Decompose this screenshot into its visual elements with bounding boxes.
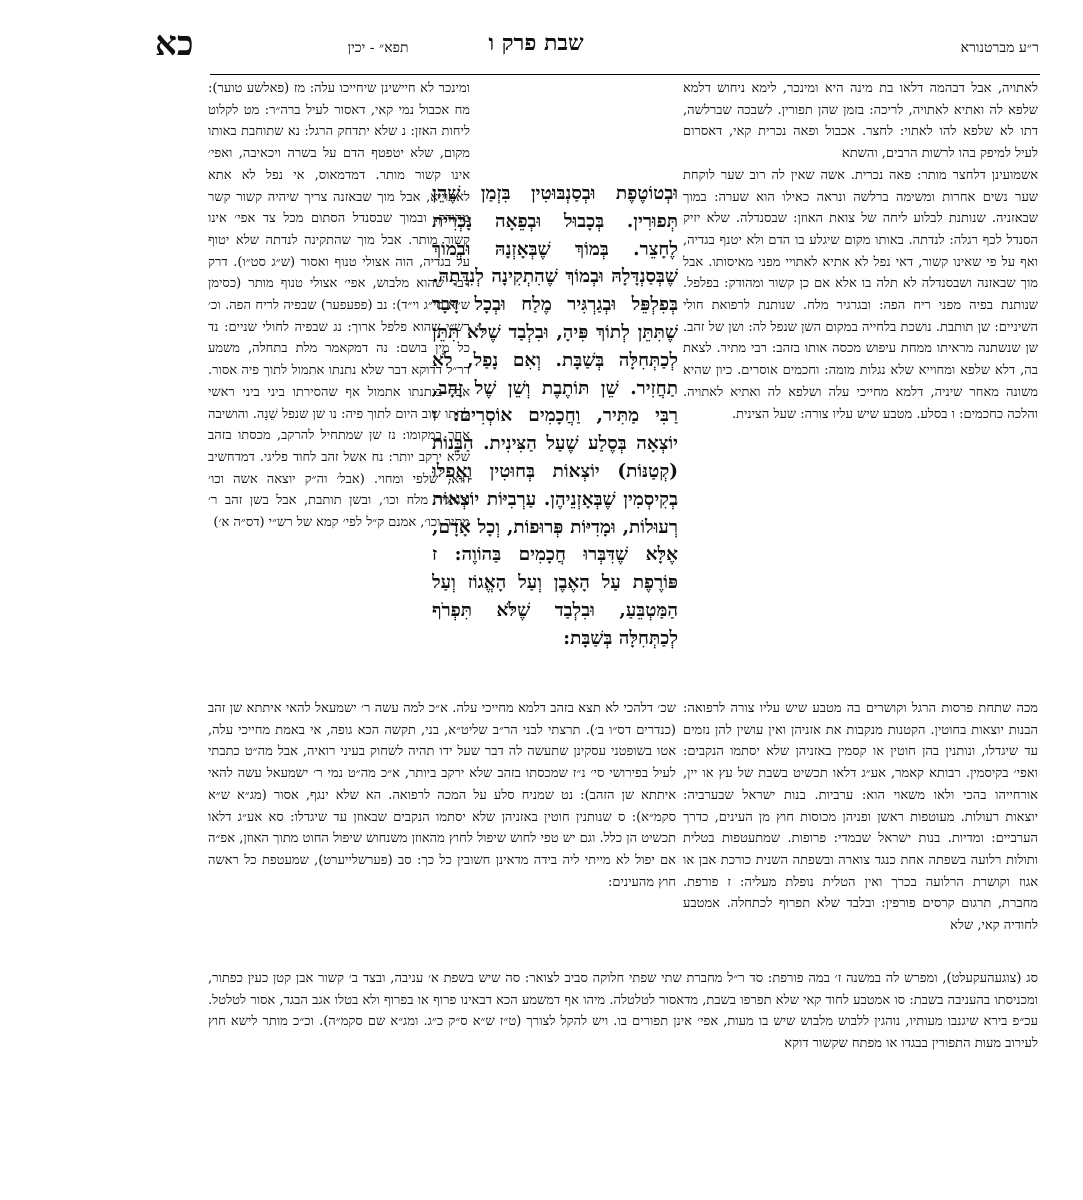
yachin-side-text: ומינכר לא חיישינן שיחייכו עלה: מז (פאלשע טוער): מח אכבול נמי קאי, דאסור לעיל ברה״ר: מט לקלוט ליחות האזן: נ שלא יתדחק הרגל: נא שתוחבת באותו מקום, שלא יטפטף הדם על בשרה ויכאיבה, ואפי׳ אינו קשור מותר. דמדמאוס, אי נפל לא אתא לאתוייא, אבל מוך שבאזנה צריך שיהיה קשור קשר מהודק. ובמוך שבסנדל הסתום מכל צד אפי׳ אינו קשור מותר. אבל מוך שהתקינה לנדתה שלא יטוף על בגדיה, הוה אצולי טנוף ואסור (ש״ג סט״ו). דרק דבר שהוא מלבוש, אפי׳ אצולי טנוף מותר (כסימן ש״א סי״ג וי״ד): נב (פפעפער) שבפיה לריח הפה. וכ׳ רש״י שהוא פלפל ארוך: נג שבפיה לחולי שניים: נד כל מין בושם: נה דמקאמר מלת בתחלה, משמע דר״ל דדוקא דבר שלא נתנתו אתמול לתוך פיה אסור. אבל בנתנתו אתמול אף שהסירתו ביני ביני ראשי לחתו שוב היום לתוך פיה: נו שן שנפל שֵׁנָה. והושיבה אחר במקומו: נז שן שמתחיל להרקב, מכסתו בזהב שלא ירקב יותר: נח אשל זהב לחוד פליגי. דמדחשיב הוא, שלפי ומחוי. (אבל׳ וה״ק יוצאה אשה וכו׳ ובגרגיר מלח וכו׳, ובשן תותבת, אבל בשן זהב ר׳ מתיר וכו׳, אמנם ק״ל לפי׳ קמא של רש״י (דס״ה א׳) [208,81,470,531]
running-header-commentary: ר״ע מברטנורא [960,40,1039,56]
header-rule [210,74,1040,75]
yachin-bottom-text: שכ׳ דלהכי לא תצא בזהב דלמא מחייכי עלה. א״כ למה עשה ר׳ ישמעאל להאי איתתא שן זהב (כנדרים דס״ו ב׳). תרצתי לבני הר״ב שליט״א, בני, תקשה הכא גופה, אי באמת מחייכי עלה, אטו בשופטני עסקינן שתעשה לה דבר שעל ידו תהיה לשחוק בעיני רואיה, אבל מה״ט כתבתי לעיל בפירושי סי׳ נ״ז שמכסתו בזהב שלא ירקב ביותר, א״כ מה״ט נמי ר׳ ישמעאל עשה להאי איתתא שן הזהב): נט שמניח סלע על המכה לרפואה. הא שלא ינגף, אסור (מג״א ש״א סקמ״א): ס שנותנין חוטין באזניהן שלא יסתמו הנקבים שבאוזן עד שיגדלו: סא אע״ג דלאו תכשיט הן כלל. וגם יש טפי לחוש שיפול לחוץ מהאוזן משנחוש שיפול החוט מתוך האוזן, אפ״ה אם יפול לא מייתי ליה בידה מדאינן חשובין כל כך: סב (פערשלייערט), שמעטפת כל ראשה חוץ מהעינים: [208,701,676,890]
bartenura-bottom-text: מכה שתחת פרסות הרגל וקושרים בה מטבע שיש עליו צורה לרפואה: הבנות יוצאות בחוטין. הקטנות מנקבות את אזניהן ואין עושין להן נזמים עד שיגדלו, ונותנין בהן חוטין או קסמין באזניהן שלא יסתמו הנקבים: ואפי׳ בקיסמין. רבותא קאמר, אע״ג דלאו תכשיט בשבת של עץ או יין, אורחייהו בהכי ולאו משאוי הוא: ערביות. בנות ישראל שבערביה: יוצאות רעולות. מעוטפות ראשן ופניהן מכוסות חוץ מן העינים, כדרך הערביים: ומדיות. בנות ישראל שבמדי: פרופות. שמתעטפות בטלית ותולות רלועה בשפתה אחת כנגד צוארה ובשפתה השנית כורכת אבן או אגוז וקושרת הרלועה בכרך ואין הטלית נופלת מעליה: ז פורפת. מחברת, תרגום קרסים פורפין: ובלבד שלא תפרוף לכתחלה. אמטבע לחודיה קאי, שלא [683,701,1038,934]
running-header-title: שבת פרק ו [488,30,584,56]
bartenura-bottom-block [683,698,1038,963]
running-header-yachin: תפא״ - יכין [347,40,409,56]
yachin-commentary-column [208,78,470,698]
bartenura-commentary-column [683,78,1038,698]
bartenura-top-text: לאתויה, אבל דבהמה דלאו בת מינה היא ומינכר, לימא ניחוש דלמא שלפא לה ואתיא לאתויה, לריכה: בזמן שהן תפורין. לשבכה שברלשה, דתו לא שלפא להו לאתוי: לחצר. אכבול ופאה נכרית קאי, דאסרום לעיל למיפק בהו לרשות הרבים, והשתא [683,81,1038,162]
yachin-bottom-block [208,698,676,963]
footnotes-block [208,968,1038,1118]
bartenura-side-text: אשמועינן דלחצר מותר: פאה נכרית. אשה שאין לה רוב שער לוקחת שער נשים אחרות ומשימה ברלשה ונראה כאילו הוא שערה: במוך שבאזניה. שנותנת לבלוע ליחה של צואת האוזן: שבסנדלה. שלא יזיק הסנדל לכף רגלה: לנדתה. באותו מקום שיגלע בו הדם ולא יטנף בגדיה, ואף על פי שאינו קשור, דאי נפל לא אתיא לאתויי מפני מאיסותו. אבל מוך שבאזנה ושבסנדלה לא תלה בו אלא אם כן קשור ומהודק: בפלפל. שנותנת בפיה מפני ריח הפה: ובגרגיר מלח. שנותנת לרפואת חולי השיניים: שן תותבת. נושכת בלחייה במקום השן שנפל לה: ושן של זהב. שן שנשתנה מראיתו ממחת עיפוש מכסה אותו בזהב: רבי מתיר. לצאת בה, דלא שלפא ומחוייא שלא נגלות מומה: וחכמים אוסרים. כיון שהיא משונה מאחר שיניה, דלמא מחייכי עלה ושלפא לה ואתיא לאתויה. והלכה כחכמים: ו בסלע. מטבע שיש עליו צורה: שעל הצינית. [683,167,1038,422]
mishna-text: וּבְטוֹטֶפֶת וּבְסַנְבּוּטִין בִּזְמַן שֶׁהֵן תְּפוּרִין. בְּכָבוּל וּבְפֵאָה נָכְרִית לֶחָצֵר. בְּמוֹךְ שֶׁבְּאָזְנָהּ וּבְמוֹךְ שֶׁבְּסַנְדָּלָהּ וּבְמוֹךְ שֶׁהִתְקִינָה לְנִדָּתָהּ. בְּפִלְפֵּל וּבְגַרְגִּיר מֶלַח וּבְכָל דָּבָר שֶׁתִּתֵּן לְתוֹךְ פִּיהָ, וּבִלְבַד שֶׁלֹּא תִּתֵּן לְכַתְּחִלָּה בְּשַׁבָּת. וְאִם נָפַל, לֹא תַחֲזִיר. שֵׁן תּוֹתֶבֶת וְשֵׁן שֶׁל זָהָב, רַבִּי מַתִּיר, וַחֲכָמִים אוֹסְרִים: ו יוֹצְאָה בְּסֶלַע שֶׁעַל הַצִּינִית. הַבָּנוֹת (קְטַנּוֹת) יוֹצְאוֹת בְּחוּטִין וַאֲפִלּוּ בְקִיסְמִין שֶׁבְּאָזְנֵיהֶן. עַרְבִיּוֹת יוֹצְאוֹת רְעוּלוֹת, וּמָדִיּוֹת פְּרוּפוֹת, וְכָל אָדָם, אֶלָּא שֶׁדִּבְּרוּ חֲכָמִים בַּהוֹוֶה: ז פּוֹרֶפֶת עַל הָאֶבֶן וְעַל הָאֱגוֹז וְעַל הַמַּטְבֵּעַ, וּבִלְבַד שֶׁלֹּא תִּפְרֹף לְכַתְּחִלָּה בְּשַׁבָּת: [432,183,678,649]
page-number: כא [155,24,194,64]
footnotes-text: סג (צוגעהעקעלט), ומפרש לה במשנה ז׳ במה פורפת: סד ר״ל מחברת שתי שפתי חלוקה סביב לצואר: סה שיש בשפת א׳ עניבה, ובצד ב׳ קשור אבן קטן כעין כפתור, ומכניסתו בהעניבה בשבת: סו אמטבע לחוד קאי שלא תפרפו בשבת, מדאסור לטלטלה. מיהו אף דמשמע הכא דבאינו פרוף או בפרוף ולא בטלו אגב הבגד, אסור לטלטל. עכ״פ בירא שיגנבו מעותיו, נוהגין ללבוש מלבוש שיש בו מעות, אפי׳ אינן תפורים בו. ויש להקל לצורך (ט״ז ש״א ס״ק כ״ג. ומג״א שם סקמ״ה). וכ״כ מותר לישא חוץ לעירוב מעות התפורין בבגדו או מפתח שקשור דוקא [208,971,1038,1051]
